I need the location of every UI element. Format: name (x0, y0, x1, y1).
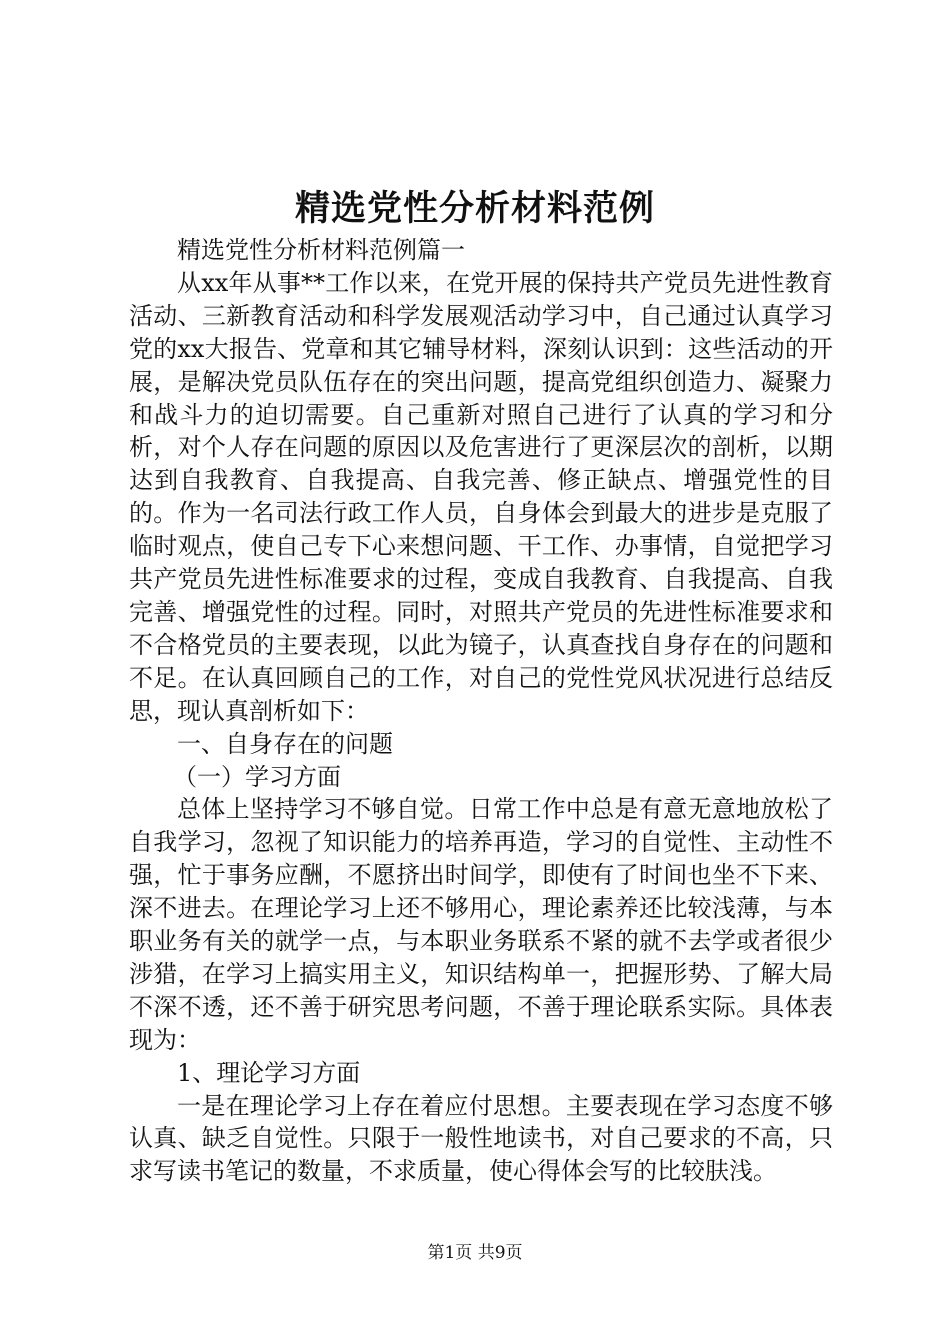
page-footer: 第1页 共9页 (427, 1243, 523, 1263)
document-body (129, 234, 833, 1188)
body-paragraph: 一是在理论学习上存在着应付思想。主要表现在学习态度不够认真、缺乏自觉性。只限于一般性地读书，对自己要求的不高，只求写读书笔记的数量，不求质量，使心得体会写的比较肤浅。 (129, 1091, 833, 1186)
subsection-heading: （一）学习方面 (173, 762, 341, 791)
subsection-heading: 1、理论学习方面 (177, 1058, 361, 1087)
section-heading: 一、自身存在的问题 (177, 729, 393, 758)
body-paragraph: 从xx年从事**工作以来，在党开展的保持共产党员先进性教育活动、三新教育活动和科学发展观活动学习中，自己通过认真学习党的xx大报告、党章和其它辅导材料，深刻认识到：这些活动的开展，是解决党员队伍存在的突出问题，提高党组织创造力、凝聚力和战斗力的迫切需要。自己重新对照自己进行了认真的学习和分析，对个人存在问题的原因以及危害进行了更深层次的剖析，以期达到自我教育、自我提高、自我完善、修正缺点、增强党性的目的。作为一名司法行政工作人员，自身体会到最大的进步是克服了临时观点，使自己专下心来想问题、干工作、办事情，自觉把学习共产党员先进性标准要求的过程，变成自我教育、自我提高、自我完善、增强党性的过程。同时，对照共产党员的先进性标准要求和不合格党员的主要表现，以此为镜子，认真查找自身存在的问题和不足。在认真回顾自己的工作，对自己的党性党风状况进行总结反思，现认真剖析如下： (129, 268, 833, 725)
body-paragraph: 总体上坚持学习不够自觉。日常工作中总是有意无意地放松了自我学习，忽视了知识能力的培养再造，学习的自觉性、主动性不强，忙于事务应酬，不愿挤出时间学，即使有了时间也坐不下来、深不进去。在理论学习上还不够用心，理论素养还比较浅薄，与本职业务有关的就学一点，与本职业务联系不紧的就不去学或者很少涉猎，在学习上搞实用主义，知识结构单一，把握形势、了解大局不深不透，还不善于研究思考问题，不善于理论联系实际。具体表现为： (129, 795, 833, 1054)
document-title: 精选党性分析材料范例 (294, 188, 655, 229)
section-subtitle: 精选党性分析材料范例篇一 (177, 236, 465, 264)
